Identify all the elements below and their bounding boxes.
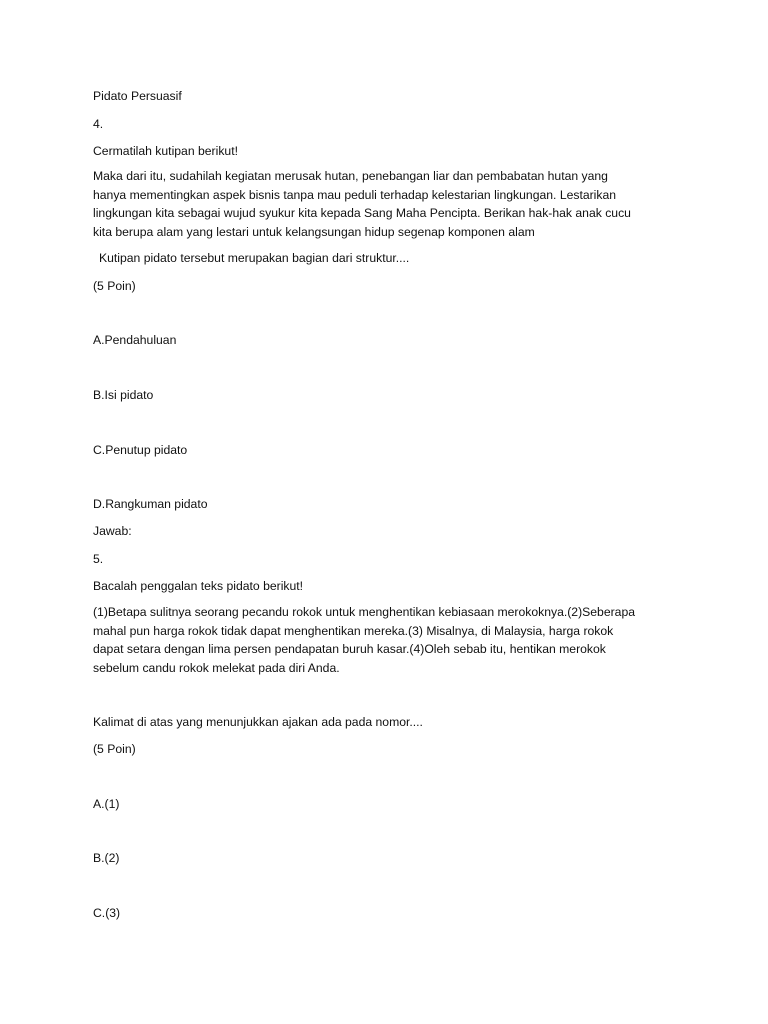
- question-4-option-b: B.Isi pidato: [93, 388, 154, 402]
- question-4-number: 4.: [93, 117, 104, 131]
- passage-line: hanya mementingkan aspek bisnis tanpa mau peduli terhadap kelestarian lingkungan. Lestarikan: [93, 187, 617, 202]
- question-4-points: (5 Poin): [93, 279, 136, 293]
- question-5-option-c: C.(3): [93, 906, 121, 920]
- passage-line: dapat setara dengan lima persen pendapatan buruh kasar.(4)Oleh sebab itu, hentikan merokok: [93, 642, 606, 657]
- question-5-instruction: Bacalah penggalan teks pidato berikut!: [93, 579, 304, 593]
- question-4-option-c: C.Penutup pidato: [93, 443, 188, 457]
- question-5-option-b: B.(2): [93, 851, 120, 865]
- question-5-prompt: Kalimat di atas yang menunjukkan ajakan ada pada nomor....: [93, 715, 423, 729]
- question-5-option-a: A.(1): [93, 797, 120, 811]
- question-4-instruction: Cermatilah kutipan berikut!: [93, 144, 238, 158]
- passage-line: kita berupa alam yang lestari untuk kelangsungan hidup segenap komponen alam: [93, 224, 535, 239]
- passage-line: lingkungan kita sebagai wujud syukur kita kepada Sang Maha Pencipta. Berikan hak-hak anak cucu: [93, 206, 631, 221]
- document-title: Pidato Persuasif: [93, 89, 182, 103]
- question-4-prompt: Kutipan pidato tersebut merupakan bagian dari struktur....: [99, 251, 410, 265]
- question-5-number: 5.: [93, 552, 104, 566]
- passage-line: Maka dari itu, sudahilah kegiatan merusak hutan, penebangan liar dan pembabatan hutan yang: [93, 169, 608, 183]
- question-4-option-a: A.Pendahuluan: [93, 333, 177, 347]
- question-4-option-d: D.Rangkuman pidato: [93, 497, 208, 511]
- passage-line: mahal pun harga rokok tidak dapat menghentikan mereka.(3) Misalnya, di Malaysia, harga rokok: [93, 623, 614, 638]
- question-5-points: (5 Poin): [93, 742, 136, 756]
- passage-line: sebelum candu rokok melekat pada diri Anda.: [93, 660, 340, 675]
- question-5-passage: [93, 603, 683, 677]
- passage-line: (1)Betapa sulitnya seorang pecandu rokok untuk menghentikan kebiasaan merokoknya.(2)Seberapa: [93, 605, 636, 619]
- question-4-answer-label: Jawab:: [93, 524, 132, 538]
- question-4-passage: [93, 167, 683, 241]
